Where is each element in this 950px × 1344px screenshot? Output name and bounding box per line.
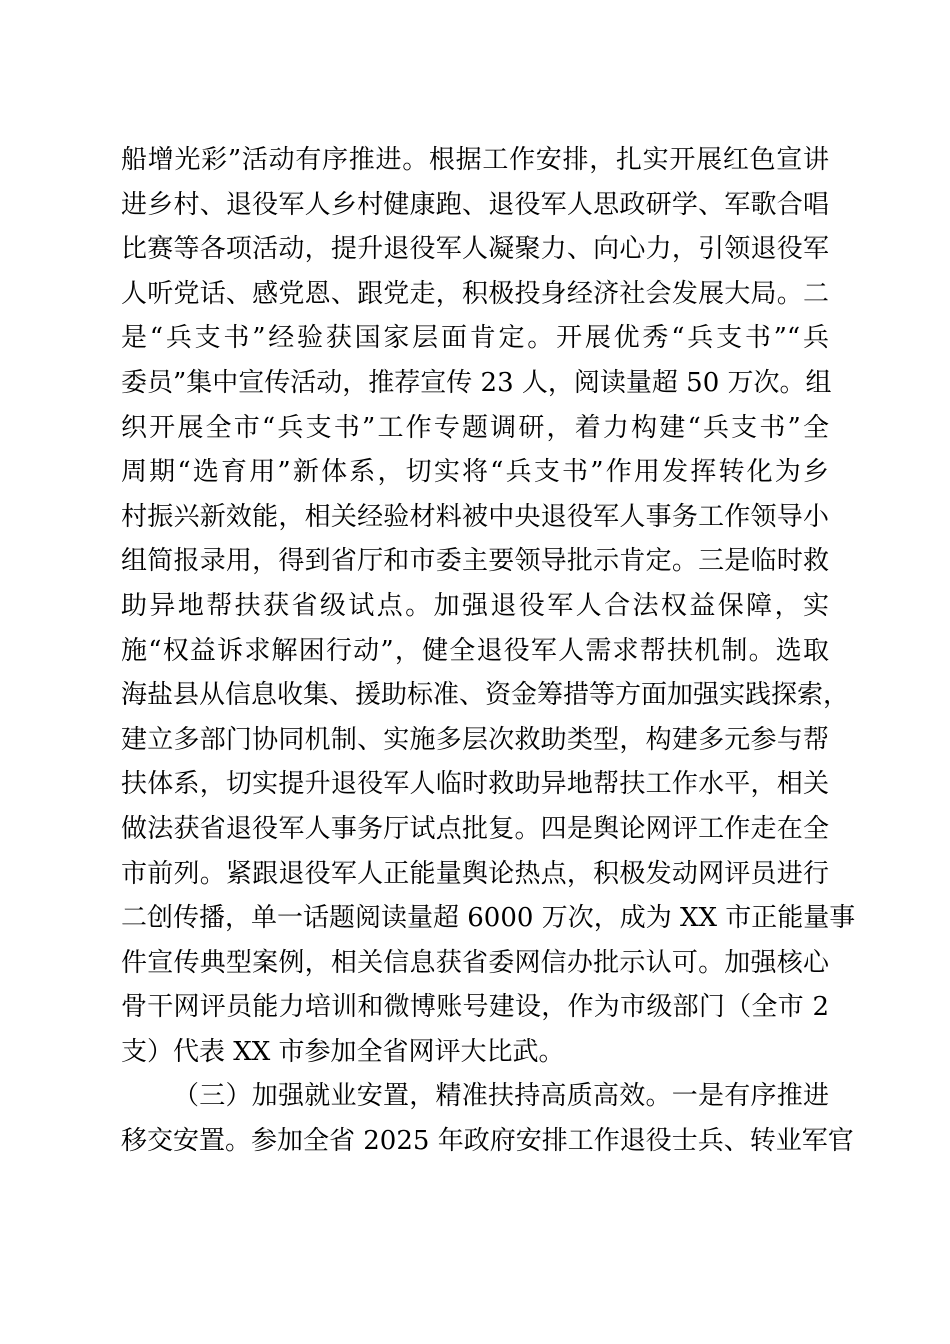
text-line: 建立多部门协同机制、实施多层次救助类型，构建多元参与帮 — [121, 724, 829, 755]
text-line: 做法获省退役军人事务厅试点批复。四是舆论网评工作走在全 — [121, 813, 829, 844]
text-line: 件宣传典型案例，相关信息获省委网信办批示认可。加强核心 — [121, 947, 829, 978]
text-line: 村振兴新效能，相关经验材料被中央退役军人事务工作领导小 — [121, 501, 829, 532]
text-line: 市前列。紧跟退役军人正能量舆论热点，积极发动网评员进行 — [121, 858, 829, 889]
text-line: 织开展全市“兵支书”工作专题调研，着力构建“兵支书”全 — [121, 412, 829, 443]
text-line: 二创传播，单一话题阅读量超 6000 万次，成为 XX 市正能量事 — [121, 903, 856, 934]
text-line: 组简报录用，得到省厅和市委主要领导批示肯定。三是临时救 — [121, 546, 829, 577]
text-line: 助异地帮扶获省级试点。加强退役军人合法权益保障，实 — [121, 590, 829, 621]
body-text — [121, 138, 856, 1164]
text-line: 是“兵支书”经验获国家层面肯定。开展优秀“兵支书”“兵 — [121, 323, 829, 354]
text-line: 比赛等各项活动，提升退役军人凝聚力、向心力，引领退役军 — [121, 234, 829, 265]
text-line: 船增光彩”活动有序推进。根据工作安排，扎实开展红色宣讲 — [121, 145, 829, 175]
text-line: 进乡村、退役军人乡村健康跑、退役军人思政研学、军歌合唱 — [121, 189, 829, 220]
text-line: 骨干网评员能力培训和微博账号建设，作为市级部门（全市 2 — [121, 992, 829, 1023]
text-line: 支）代表 XX 市参加全省网评大比武。 — [121, 1036, 565, 1067]
section-heading-line: （三）加强就业安置，精准扶持高质高效。一是有序推进 — [173, 1081, 829, 1112]
text-line: 移交安置。参加全省 2025 年政府安排工作退役士兵、转业军官 — [121, 1126, 854, 1157]
text-line: 委员”集中宣传活动，推荐宣传 23 人，阅读量超 50 万次。组 — [121, 367, 832, 398]
text-line: 扶体系，切实提升退役军人临时救助异地帮扶工作水平，相关 — [121, 769, 829, 800]
text-line: 海盐县从信息收集、援助标准、资金筹措等方面加强实践探索， — [121, 680, 850, 711]
text-line: 人听党话、感党恩、跟党走，积极投身经济社会发展大局。二 — [121, 278, 829, 309]
text-line: 周期“选育用”新体系，切实将“兵支书”作用发挥转化为乡 — [121, 457, 829, 488]
text-line: 施“权益诉求解困行动”，健全退役军人需求帮扶机制。选取 — [121, 635, 829, 666]
